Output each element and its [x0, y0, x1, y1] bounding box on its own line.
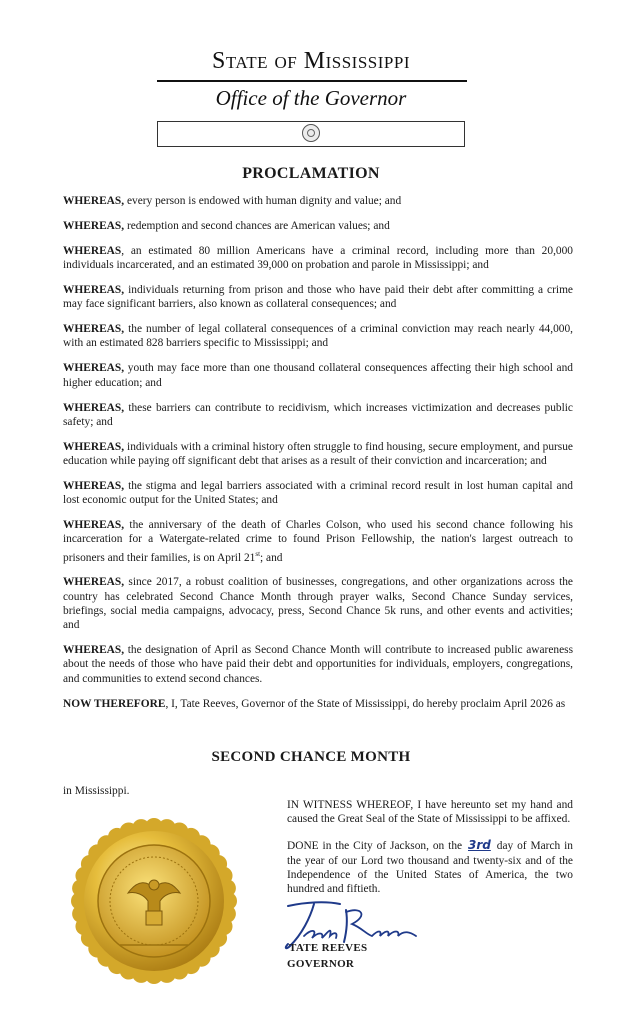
whereas-text: the anniversary of the death of Charles Colson, who used his second chance following his incarceration for a Watergate-related crime to found Prison Fellowship, the nation's largest outreach to prisoners and their families, is on April 21 [63, 519, 573, 564]
month-title: SECOND CHANCE MONTH [211, 749, 411, 765]
whereas-lead: WHEREAS, [63, 362, 125, 375]
ordinal-suffix: st [255, 549, 261, 558]
header-rule [157, 80, 467, 82]
whereas-clause [63, 219, 573, 233]
whereas-clause [63, 194, 573, 208]
whereas-text: redemption and second chances are American values; and [124, 219, 390, 232]
whereas-lead: WHEREAS, [63, 576, 125, 589]
state-header: State of Mississippi [212, 48, 410, 74]
whereas-clause [63, 440, 573, 469]
proclamation-body [63, 194, 573, 722]
witness-block [287, 798, 573, 908]
now-therefore-clause [63, 697, 573, 711]
whereas-clause [63, 361, 573, 390]
whereas-clause [63, 322, 573, 351]
whereas-text: these barriers can contribute to recidivism, which increases victimization and decreases public safety; and [63, 401, 573, 428]
state-seal-icon [302, 124, 320, 142]
letterhead-seal-bar [157, 121, 465, 147]
proclamation-title: PROCLAMATION [242, 165, 380, 182]
whereas-lead: WHEREAS, [63, 519, 125, 532]
whereas-text: the number of legal collateral consequences of a criminal conviction may reach nearly 44,000, with an estimated 828 barriers specific to Mississippi; and [63, 323, 573, 350]
whereas-lead: WHEREAS, [63, 283, 125, 296]
whereas-clause [63, 479, 573, 508]
whereas-text: individuals returning from prison and those who have paid their debt after committing a crime may face significant barriers, also known as collateral consequences; and [63, 283, 573, 311]
witness-paragraph: IN WITNESS WHEREOF, I have hereunto set my hand and caused the Great Seal of the State of Mississippi to be affixed. [287, 799, 573, 826]
whereas-lead: WHEREAS, [63, 195, 125, 207]
whereas-text: the designation of April as Second Chance Month will contribute to increased public awareness about the needs of those who have paid their debt and opportunities for individuals, employers, congregations, and communities to extend second chances. [63, 644, 573, 685]
whereas-clause [63, 575, 573, 632]
whereas-lead: WHEREAS, [63, 644, 125, 657]
whereas-clause [63, 401, 573, 430]
whereas-clause [63, 244, 573, 273]
office-subtitle: Office of the Governor [215, 86, 407, 110]
whereas-lead: WHEREAS, [63, 219, 125, 232]
whereas-text: the stigma and legal barriers associated with a criminal record result in lost human capital and lost economic output for the United States; and [63, 479, 573, 507]
now-therefore-lead: NOW THEREFORE [63, 697, 166, 710]
done-pre: DONE in the City of Jackson, on the [287, 840, 466, 853]
whereas-text: youth may face more than one thousand collateral consequences affecting their high school and higher education; and [63, 362, 573, 389]
whereas-tail: ; and [260, 551, 283, 564]
in-state-line: in Mississippi. [63, 785, 130, 797]
great-seal-icon [68, 815, 240, 987]
whereas-clause [63, 518, 573, 565]
handwritten-day: 3rd [467, 838, 491, 853]
signatory-name: TATE REEVES [289, 942, 368, 954]
done-paragraph [287, 838, 573, 896]
whereas-lead: WHEREAS, [63, 401, 125, 414]
whereas-lead: WHEREAS, [63, 440, 125, 453]
signatory-title: GOVERNOR [287, 958, 355, 970]
whereas-text: individuals with a criminal history often struggle to find housing, secure employment, and pursue education while paying off significant debt that arises as a result of their conviction and incarceration; and [63, 440, 573, 468]
now-therefore-text: , I, Tate Reeves, Governor of the State of Mississippi, do hereby proclaim April 2026 as [165, 697, 566, 710]
whereas-lead: WHEREAS [63, 244, 122, 257]
whereas-clause [63, 643, 573, 686]
whereas-lead: WHEREAS, [63, 479, 125, 492]
whereas-lead: WHEREAS, [63, 323, 125, 336]
done-post: day of March in the year of our Lord two thousand and twenty-six and of the Independence of the United States of America, the two hundred and fiftieth. [287, 840, 573, 896]
whereas-text: since 2017, a robust coalition of businesses, congregations, and other organizations across the country has celebrated Second Chance Month through prayer walks, Second Chance Sunday services, briefings, social media campaigns, advocacy, press, Second Chance 5k runs, and other events and activities; and [63, 576, 573, 632]
whereas-text: every person is endowed with human dignity and value; and [124, 195, 402, 207]
whereas-clause [63, 283, 573, 312]
whereas-text: , an estimated 80 million Americans have a criminal record, including more than 20,000 individuals incarcerated, and an estimated 39,000 on probation and parole in Mississippi; and [63, 244, 573, 272]
